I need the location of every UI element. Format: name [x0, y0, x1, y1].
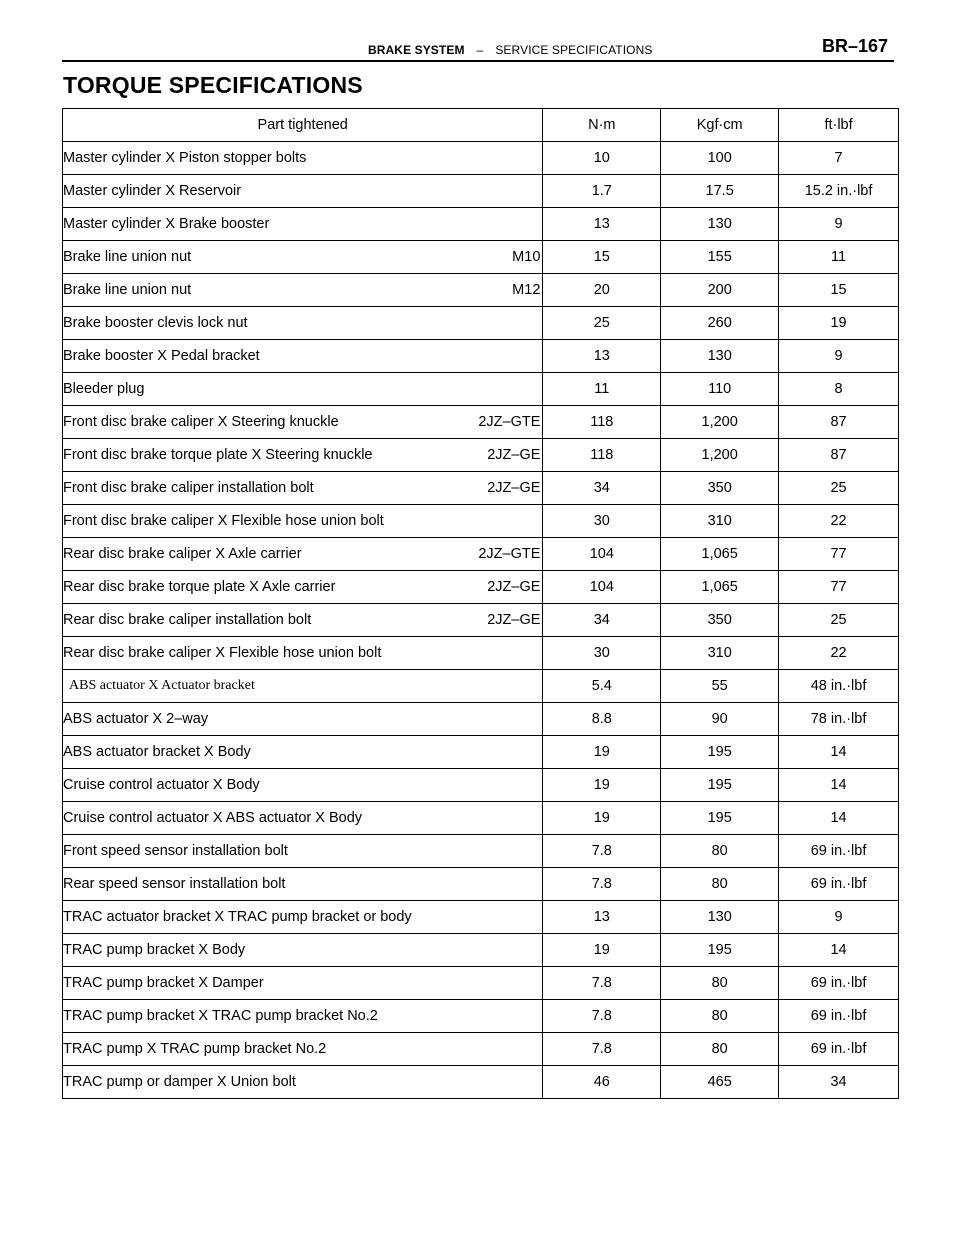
- part-name: TRAC pump X TRAC pump bracket No.2: [63, 1041, 327, 1057]
- part-cell: [63, 373, 543, 406]
- torque-nm-cell: 34: [543, 604, 661, 637]
- torque-kgfcm-cell: 1,200: [661, 406, 779, 439]
- part-name: Front disc brake caliper installation bolt: [63, 480, 314, 496]
- torque-ftlbf-cell: 34: [779, 1066, 899, 1099]
- part-name: TRAC pump or damper X Union bolt: [63, 1074, 296, 1090]
- table-row: [63, 670, 899, 703]
- part-cell: [63, 901, 543, 934]
- part-cell: [63, 1033, 543, 1066]
- part-variant: 2JZ–GE: [487, 612, 541, 628]
- part-cell: [63, 505, 543, 538]
- page-title: TORQUE SPECIFICATIONS: [63, 72, 363, 98]
- torque-kgfcm-cell: 195: [661, 769, 779, 802]
- torque-nm-cell: 19: [543, 736, 661, 769]
- torque-nm-cell: 19: [543, 769, 661, 802]
- table-row: [63, 472, 899, 505]
- torque-nm-cell: 11: [543, 373, 661, 406]
- torque-ftlbf-cell: 14: [779, 769, 899, 802]
- torque-kgfcm-cell: 195: [661, 934, 779, 967]
- part-cell: [63, 208, 543, 241]
- table-row: [63, 1066, 899, 1099]
- table-row: [63, 208, 899, 241]
- torque-kgfcm-cell: 310: [661, 637, 779, 670]
- part-name: ABS actuator X 2–way: [63, 711, 209, 727]
- part-variant: 2JZ–GTE: [478, 546, 541, 562]
- part-cell: [63, 868, 543, 901]
- torque-nm-cell: 104: [543, 571, 661, 604]
- table-row: [63, 703, 899, 736]
- part-cell: [63, 340, 543, 373]
- table-row: [63, 934, 899, 967]
- table-row: [63, 802, 899, 835]
- part-cell: [63, 670, 543, 703]
- part-cell-content: [63, 414, 542, 430]
- part-cell: [63, 406, 543, 439]
- table-row: [63, 142, 899, 175]
- torque-ftlbf-cell: 87: [779, 406, 899, 439]
- table-body: [63, 142, 899, 1099]
- torque-kgfcm-cell: 80: [661, 1033, 779, 1066]
- torque-nm-cell: 30: [543, 637, 661, 670]
- torque-nm-cell: 7.8: [543, 967, 661, 1000]
- table-row: [63, 505, 899, 538]
- part-cell-content: [63, 942, 542, 958]
- table-row: [63, 439, 899, 472]
- torque-kgfcm-cell: 195: [661, 802, 779, 835]
- torque-kgfcm-cell: 1,065: [661, 538, 779, 571]
- table-row: [63, 1033, 899, 1066]
- torque-nm-cell: 34: [543, 472, 661, 505]
- part-name: Master cylinder X Brake booster: [63, 216, 270, 232]
- torque-kgfcm-cell: 90: [661, 703, 779, 736]
- part-cell: [63, 1000, 543, 1033]
- torque-ftlbf-cell: 14: [779, 736, 899, 769]
- part-cell-content: [63, 975, 542, 991]
- table-row: [63, 835, 899, 868]
- torque-ftlbf-cell: 7: [779, 142, 899, 175]
- torque-nm-cell: 13: [543, 340, 661, 373]
- torque-kgfcm-cell: 195: [661, 736, 779, 769]
- part-variant: 2JZ–GE: [487, 447, 541, 463]
- part-cell: [63, 142, 543, 175]
- part-cell-content: [63, 876, 542, 892]
- part-cell: [63, 736, 543, 769]
- part-name: Brake booster X Pedal bracket: [63, 348, 260, 364]
- part-cell-content: [63, 183, 542, 199]
- column-header-ftlbf: ft·lbf: [779, 109, 899, 142]
- part-cell-content: [63, 645, 542, 661]
- part-cell: [63, 241, 543, 274]
- table-row: [63, 736, 899, 769]
- torque-kgfcm-cell: 1,065: [661, 571, 779, 604]
- column-header-part: Part tightened: [63, 109, 543, 142]
- part-cell: [63, 538, 543, 571]
- part-cell-content: [63, 315, 542, 331]
- part-name: Rear speed sensor installation bolt: [63, 876, 286, 892]
- part-cell-content: [63, 711, 542, 727]
- part-variant: 2JZ–GTE: [478, 414, 541, 430]
- table-row: [63, 175, 899, 208]
- part-name: Cruise control actuator X ABS actuator X Body: [63, 810, 363, 826]
- torque-kgfcm-cell: 80: [661, 967, 779, 1000]
- torque-kgfcm-cell: 110: [661, 373, 779, 406]
- header-system: BRAKE SYSTEM: [368, 43, 465, 57]
- torque-kgfcm-cell: 80: [661, 835, 779, 868]
- torque-nm-cell: 7.8: [543, 835, 661, 868]
- part-cell-content: [63, 579, 542, 595]
- table-row: [63, 241, 899, 274]
- part-cell: [63, 769, 543, 802]
- part-name: Rear disc brake caliper installation bolt: [63, 612, 312, 628]
- torque-nm-cell: 46: [543, 1066, 661, 1099]
- torque-kgfcm-cell: 155: [661, 241, 779, 274]
- torque-ftlbf-cell: 15: [779, 274, 899, 307]
- torque-nm-cell: 30: [543, 505, 661, 538]
- torque-nm-cell: 15: [543, 241, 661, 274]
- torque-nm-cell: 13: [543, 208, 661, 241]
- table-row: [63, 901, 899, 934]
- part-cell-content: [63, 480, 542, 496]
- torque-ftlbf-cell: 48 in.·lbf: [779, 670, 899, 703]
- torque-nm-cell: 104: [543, 538, 661, 571]
- part-name: TRAC actuator bracket X TRAC pump bracket or body: [63, 909, 412, 925]
- part-cell: [63, 637, 543, 670]
- part-cell: [63, 604, 543, 637]
- part-name: Cruise control actuator X Body: [63, 777, 260, 793]
- part-cell: [63, 703, 543, 736]
- torque-kgfcm-cell: 55: [661, 670, 779, 703]
- torque-ftlbf-cell: 25: [779, 472, 899, 505]
- table-row: [63, 637, 899, 670]
- part-name: ABS actuator bracket X Body: [63, 744, 251, 760]
- part-name: Front disc brake caliper X Steering knuckle: [63, 414, 339, 430]
- part-cell-content: [63, 909, 542, 925]
- torque-kgfcm-cell: 80: [661, 1000, 779, 1033]
- torque-ftlbf-cell: 22: [779, 637, 899, 670]
- header-section: [368, 43, 652, 57]
- part-cell-content: [69, 678, 542, 694]
- torque-ftlbf-cell: 69 in.·lbf: [779, 868, 899, 901]
- part-name: Rear disc brake caliper X Flexible hose union bolt: [63, 645, 382, 661]
- torque-nm-cell: 7.8: [543, 868, 661, 901]
- part-cell-content: [63, 150, 542, 166]
- torque-nm-cell: 25: [543, 307, 661, 340]
- torque-kgfcm-cell: 130: [661, 340, 779, 373]
- part-cell-content: [63, 249, 542, 265]
- table-row: [63, 340, 899, 373]
- table-row: [63, 769, 899, 802]
- table-row: [63, 406, 899, 439]
- torque-ftlbf-cell: 8: [779, 373, 899, 406]
- column-header-nm: N·m: [543, 109, 661, 142]
- torque-kgfcm-cell: 130: [661, 901, 779, 934]
- table-row: [63, 571, 899, 604]
- torque-ftlbf-cell: 9: [779, 208, 899, 241]
- torque-kgfcm-cell: 260: [661, 307, 779, 340]
- part-cell-content: [63, 348, 542, 364]
- torque-kgfcm-cell: 1,200: [661, 439, 779, 472]
- part-cell: [63, 175, 543, 208]
- part-cell-content: [63, 447, 542, 463]
- part-cell-content: [63, 1074, 542, 1090]
- part-name: Rear disc brake torque plate X Axle carrier: [63, 579, 336, 595]
- column-header-kgf: Kgf·cm: [661, 109, 779, 142]
- part-name: Master cylinder X Reservoir: [63, 183, 242, 199]
- torque-ftlbf-cell: 9: [779, 340, 899, 373]
- table-row: [63, 373, 899, 406]
- torque-ftlbf-cell: 15.2 in.·lbf: [779, 175, 899, 208]
- part-cell-content: [63, 513, 542, 529]
- torque-ftlbf-cell: 87: [779, 439, 899, 472]
- table-header-row: [63, 109, 899, 142]
- part-cell-content: [63, 381, 542, 397]
- part-name: Brake line union nut: [63, 249, 192, 265]
- torque-ftlbf-cell: 69 in.·lbf: [779, 835, 899, 868]
- torque-ftlbf-cell: 14: [779, 934, 899, 967]
- part-variant: 2JZ–GE: [487, 480, 541, 496]
- part-cell-content: [63, 744, 542, 760]
- part-cell: [63, 307, 543, 340]
- torque-nm-cell: 10: [543, 142, 661, 175]
- torque-nm-cell: 19: [543, 802, 661, 835]
- table-row: [63, 274, 899, 307]
- torque-nm-cell: 13: [543, 901, 661, 934]
- part-cell-content: [63, 843, 542, 859]
- table-row: [63, 307, 899, 340]
- part-name: Front disc brake torque plate X Steering knuckle: [63, 447, 373, 463]
- torque-ftlbf-cell: 22: [779, 505, 899, 538]
- torque-ftlbf-cell: 14: [779, 802, 899, 835]
- torque-ftlbf-cell: 77: [779, 571, 899, 604]
- torque-nm-cell: 1.7: [543, 175, 661, 208]
- torque-kgfcm-cell: 80: [661, 868, 779, 901]
- part-variant: M10: [512, 249, 541, 265]
- torque-nm-cell: 8.8: [543, 703, 661, 736]
- torque-kgfcm-cell: 130: [661, 208, 779, 241]
- part-cell-content: [63, 1041, 542, 1057]
- torque-kgfcm-cell: 310: [661, 505, 779, 538]
- part-cell-content: [63, 612, 542, 628]
- torque-kgfcm-cell: 350: [661, 604, 779, 637]
- part-name: Rear disc brake caliper X Axle carrier: [63, 546, 302, 562]
- torque-ftlbf-cell: 11: [779, 241, 899, 274]
- part-name: ABS actuator X Actuator bracket: [69, 678, 255, 693]
- part-cell: [63, 835, 543, 868]
- torque-ftlbf-cell: 9: [779, 901, 899, 934]
- part-cell: [63, 802, 543, 835]
- torque-kgfcm-cell: 465: [661, 1066, 779, 1099]
- torque-nm-cell: 5.4: [543, 670, 661, 703]
- part-name: Front disc brake caliper X Flexible hose union bolt: [63, 513, 384, 529]
- torque-ftlbf-cell: 78 in.·lbf: [779, 703, 899, 736]
- torque-kgfcm-cell: 17.5: [661, 175, 779, 208]
- torque-ftlbf-cell: 25: [779, 604, 899, 637]
- page-number: BR–167: [821, 36, 888, 56]
- torque-nm-cell: 20: [543, 274, 661, 307]
- part-variant: 2JZ–GE: [487, 579, 541, 595]
- part-cell: [63, 571, 543, 604]
- torque-nm-cell: 7.8: [543, 1033, 661, 1066]
- torque-ftlbf-cell: 69 in.·lbf: [779, 1000, 899, 1033]
- part-cell-content: [63, 216, 542, 232]
- part-cell: [63, 1066, 543, 1099]
- table-row: [63, 868, 899, 901]
- part-name: TRAC pump bracket X Damper: [63, 975, 264, 991]
- part-cell: [63, 472, 543, 505]
- part-cell-content: [63, 810, 542, 826]
- torque-ftlbf-cell: 69 in.·lbf: [779, 967, 899, 1000]
- header-subsection: SERVICE SPECIFICATIONS: [495, 43, 653, 57]
- part-variant: M12: [512, 282, 541, 298]
- part-name: Brake booster clevis lock nut: [63, 315, 248, 331]
- table-row: [63, 538, 899, 571]
- torque-kgfcm-cell: 100: [661, 142, 779, 175]
- part-cell: [63, 439, 543, 472]
- table-row: [63, 967, 899, 1000]
- part-cell-content: [63, 777, 542, 793]
- part-name: Front speed sensor installation bolt: [63, 843, 288, 859]
- part-cell-content: [63, 282, 542, 298]
- torque-spec-table: [62, 108, 899, 1099]
- part-name: Master cylinder X Piston stopper bolts: [63, 150, 307, 166]
- part-name: TRAC pump bracket X TRAC pump bracket No.2: [63, 1008, 378, 1024]
- torque-kgfcm-cell: 350: [661, 472, 779, 505]
- torque-ftlbf-cell: 77: [779, 538, 899, 571]
- torque-nm-cell: 118: [543, 439, 661, 472]
- part-cell-content: [63, 546, 542, 562]
- table-row: [63, 604, 899, 637]
- part-name: Bleeder plug: [63, 381, 145, 397]
- part-cell: [63, 967, 543, 1000]
- torque-kgfcm-cell: 200: [661, 274, 779, 307]
- torque-nm-cell: 118: [543, 406, 661, 439]
- page-header: [62, 24, 894, 62]
- part-cell: [63, 934, 543, 967]
- torque-nm-cell: 7.8: [543, 1000, 661, 1033]
- torque-ftlbf-cell: 19: [779, 307, 899, 340]
- part-cell: [63, 274, 543, 307]
- header-separator: –: [476, 43, 484, 57]
- part-name: Brake line union nut: [63, 282, 192, 298]
- torque-nm-cell: 19: [543, 934, 661, 967]
- table-row: [63, 1000, 899, 1033]
- torque-ftlbf-cell: 69 in.·lbf: [779, 1033, 899, 1066]
- part-cell-content: [63, 1008, 542, 1024]
- part-name: TRAC pump bracket X Body: [63, 942, 246, 958]
